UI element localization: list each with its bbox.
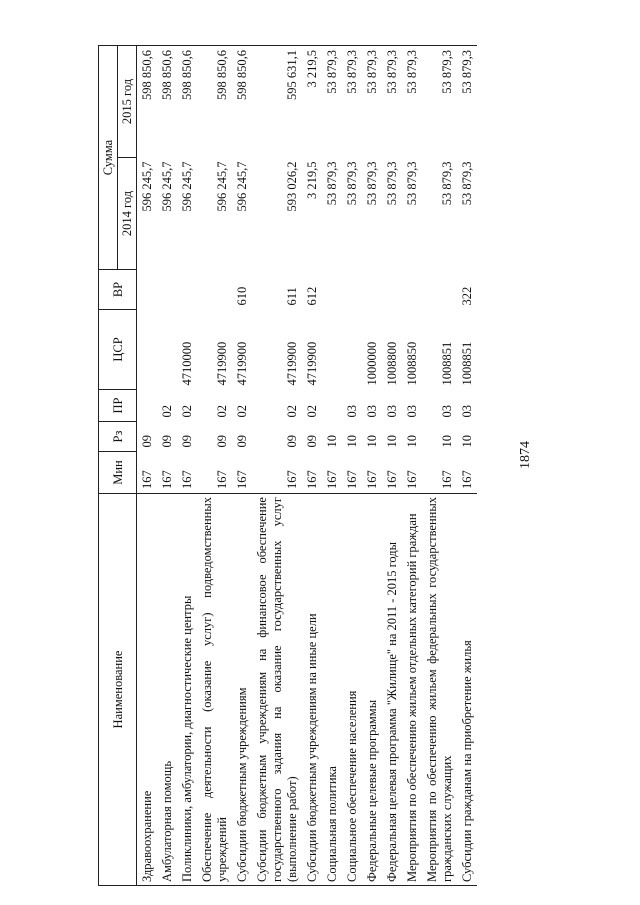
- header-name: Наименование: [99, 494, 137, 886]
- cell-min: 167: [460, 470, 474, 489]
- cell-pr: [137, 390, 158, 422]
- cell-name: Субсидии бюджетным учреждениям на финансовое обеспечение государственного задания на оказание государственных услуг (выполнение работ): [252, 494, 302, 886]
- cell-vr: [197, 270, 232, 310]
- cell-min: 167: [215, 470, 229, 489]
- header-vr: ВР: [99, 270, 137, 310]
- cell-name: Мероприятия по обеспечению жильем федеральных государственных гражданских служащих: [422, 494, 457, 886]
- cell-vr: [322, 270, 342, 310]
- cell-y2014: 596 245,7: [235, 161, 249, 212]
- table-row: [157, 46, 177, 886]
- table-row: [137, 46, 158, 886]
- cell-rz: 09: [160, 435, 174, 448]
- cell-rz: 10: [405, 435, 419, 448]
- cell-min: 167: [405, 470, 419, 489]
- cell-vr: [342, 270, 362, 310]
- table-row: [232, 46, 252, 886]
- cell-name: Социальное обеспечение населения: [342, 494, 362, 886]
- cell-pr: 03: [460, 405, 474, 418]
- cell-vr: [177, 270, 197, 310]
- cell-pr: 02: [305, 405, 319, 418]
- table-row: [177, 46, 197, 886]
- budget-table: [98, 45, 477, 886]
- table-header: [99, 46, 137, 886]
- cell-vr: 612: [305, 286, 319, 306]
- cell-y2015: 595 631,1: [252, 46, 302, 158]
- cell-y2014: 53 879,3: [365, 161, 379, 206]
- cell-rz: 09: [285, 435, 299, 448]
- cell-pr: 03: [440, 405, 454, 418]
- cell-min: 167: [180, 470, 194, 489]
- cell-y2014: 53 879,3: [405, 161, 419, 206]
- cell-rz: 09: [235, 435, 249, 448]
- cell-pr: 03: [365, 405, 379, 418]
- page-number: 1874: [518, 441, 533, 469]
- header-min: Мин: [99, 452, 137, 494]
- cell-y2014: 596 245,7: [140, 161, 154, 212]
- table-row: [457, 46, 477, 886]
- cell-rz: 10: [365, 435, 379, 448]
- cell-y2014: 3 219,5: [305, 161, 319, 199]
- cell-rz: 09: [215, 435, 229, 448]
- cell-pr: 02: [215, 405, 229, 418]
- cell-y2014: 596 245,7: [180, 161, 194, 212]
- cell-csr: [137, 310, 158, 390]
- cell-pr: 02: [180, 405, 194, 418]
- cell-pr: [322, 390, 342, 422]
- cell-pr: 03: [385, 405, 399, 418]
- cell-y2014: 596 245,7: [160, 161, 174, 212]
- cell-pr: 02: [160, 405, 174, 418]
- cell-y2014: 53 879,3: [440, 161, 454, 206]
- table-row: [322, 46, 342, 886]
- cell-rz: 10: [385, 435, 399, 448]
- table-row: [362, 46, 382, 886]
- cell-name: Социальная политика: [322, 494, 342, 886]
- cell-pr: 02: [285, 405, 299, 418]
- cell-name: Субсидии бюджетным учреждениям: [232, 494, 252, 886]
- rotated-page: [98, 46, 566, 886]
- header-2014: 2014 год: [118, 158, 137, 270]
- cell-vr: [157, 270, 177, 310]
- cell-rz: 10: [440, 435, 454, 448]
- cell-min: 167: [160, 470, 174, 489]
- cell-y2014: 53 879,3: [460, 161, 474, 206]
- cell-name: Здравоохранение: [137, 494, 158, 886]
- cell-y2015: 598 850,6: [177, 46, 197, 158]
- cell-y2015: 598 850,6: [197, 46, 232, 158]
- cell-csr: 1008851: [460, 341, 474, 386]
- cell-min: 167: [440, 470, 454, 489]
- cell-y2014: 596 245,7: [215, 161, 229, 212]
- cell-y2015: 598 850,6: [157, 46, 177, 158]
- cell-csr: [342, 310, 362, 390]
- header-rz: Рз: [99, 422, 137, 452]
- cell-y2015: 53 879,3: [402, 46, 422, 158]
- cell-min: 167: [325, 470, 339, 489]
- cell-pr: 02: [235, 405, 249, 418]
- cell-vr: [422, 270, 457, 310]
- header-pr: ПР: [99, 390, 137, 422]
- cell-min: 167: [365, 470, 379, 489]
- cell-min: 167: [305, 470, 319, 489]
- cell-vr: 322: [460, 286, 474, 306]
- cell-name: Мероприятия по обеспечению жильем отдельных категорий граждан: [402, 494, 422, 886]
- cell-min: 167: [345, 470, 359, 489]
- cell-y2015: 53 879,3: [342, 46, 362, 158]
- cell-name: Федеральные целевые программы: [362, 494, 382, 886]
- header-2015: 2015 год: [118, 46, 137, 158]
- cell-csr: 4719900: [215, 341, 229, 386]
- cell-rz: 09: [180, 435, 194, 448]
- cell-vr: [362, 270, 382, 310]
- cell-y2014: 53 879,3: [325, 161, 339, 206]
- cell-csr: 1000000: [365, 341, 379, 386]
- cell-csr: 4719900: [235, 341, 249, 386]
- cell-vr: [382, 270, 402, 310]
- cell-csr: 1008800: [385, 341, 399, 386]
- table-row: [382, 46, 402, 886]
- cell-y2015: 53 879,3: [422, 46, 457, 158]
- cell-y2015: 3 219,5: [302, 46, 322, 158]
- cell-csr: [157, 310, 177, 390]
- cell-rz: 10: [345, 435, 359, 448]
- cell-name: Субсидии бюджетным учреждениям на иные цели: [302, 494, 322, 886]
- cell-name: Субсидии гражданам на приобретение жилья: [457, 494, 477, 886]
- cell-csr: 1008851: [440, 341, 454, 386]
- cell-min: 167: [385, 470, 399, 489]
- header-csr: ЦСР: [99, 310, 137, 390]
- cell-min: 167: [285, 470, 299, 489]
- cell-rz: 10: [460, 435, 474, 448]
- cell-rz: 09: [140, 435, 154, 448]
- table-row: [402, 46, 422, 886]
- table-row: [422, 46, 457, 886]
- cell-pr: 03: [405, 405, 419, 418]
- cell-vr: [402, 270, 422, 310]
- cell-name: Федеральная целевая программа "Жилище" на 2011 - 2015 годы: [382, 494, 402, 886]
- cell-vr: [137, 270, 158, 310]
- cell-y2015: 53 879,3: [322, 46, 342, 158]
- cell-csr: 4719900: [305, 341, 319, 386]
- table-body: [137, 46, 478, 886]
- table-row: [252, 46, 302, 886]
- cell-name: Обеспечение деятельности (оказание услуг) подведомственных учреждений: [197, 494, 232, 886]
- cell-name: Амбулаторная помощь: [157, 494, 177, 886]
- cell-y2014: 53 879,3: [385, 161, 399, 206]
- cell-y2015: 53 879,3: [362, 46, 382, 158]
- header-sum: Сумма: [99, 46, 118, 270]
- cell-min: 167: [140, 470, 154, 489]
- cell-csr: 4710000: [180, 341, 194, 386]
- cell-name: Поликлиники, амбулатории, диагностические центры: [177, 494, 197, 886]
- cell-csr: [322, 310, 342, 390]
- table-row: [302, 46, 322, 886]
- cell-y2014: 593 026,2: [285, 161, 299, 212]
- table-row: [342, 46, 362, 886]
- cell-y2015: 53 879,3: [382, 46, 402, 158]
- cell-y2015: 598 850,6: [232, 46, 252, 158]
- cell-csr: 1008850: [405, 341, 419, 386]
- cell-rz: 10: [325, 435, 339, 448]
- cell-vr: 611: [285, 287, 299, 306]
- cell-vr: 610: [235, 286, 249, 306]
- cell-pr: 03: [345, 405, 359, 418]
- cell-y2015: 598 850,6: [137, 46, 158, 158]
- cell-y2014: 53 879,3: [345, 161, 359, 206]
- cell-y2015: 53 879,3: [457, 46, 477, 158]
- cell-rz: 09: [305, 435, 319, 448]
- cell-csr: 4719900: [285, 341, 299, 386]
- table-row: [197, 46, 232, 886]
- cell-min: 167: [235, 470, 249, 489]
